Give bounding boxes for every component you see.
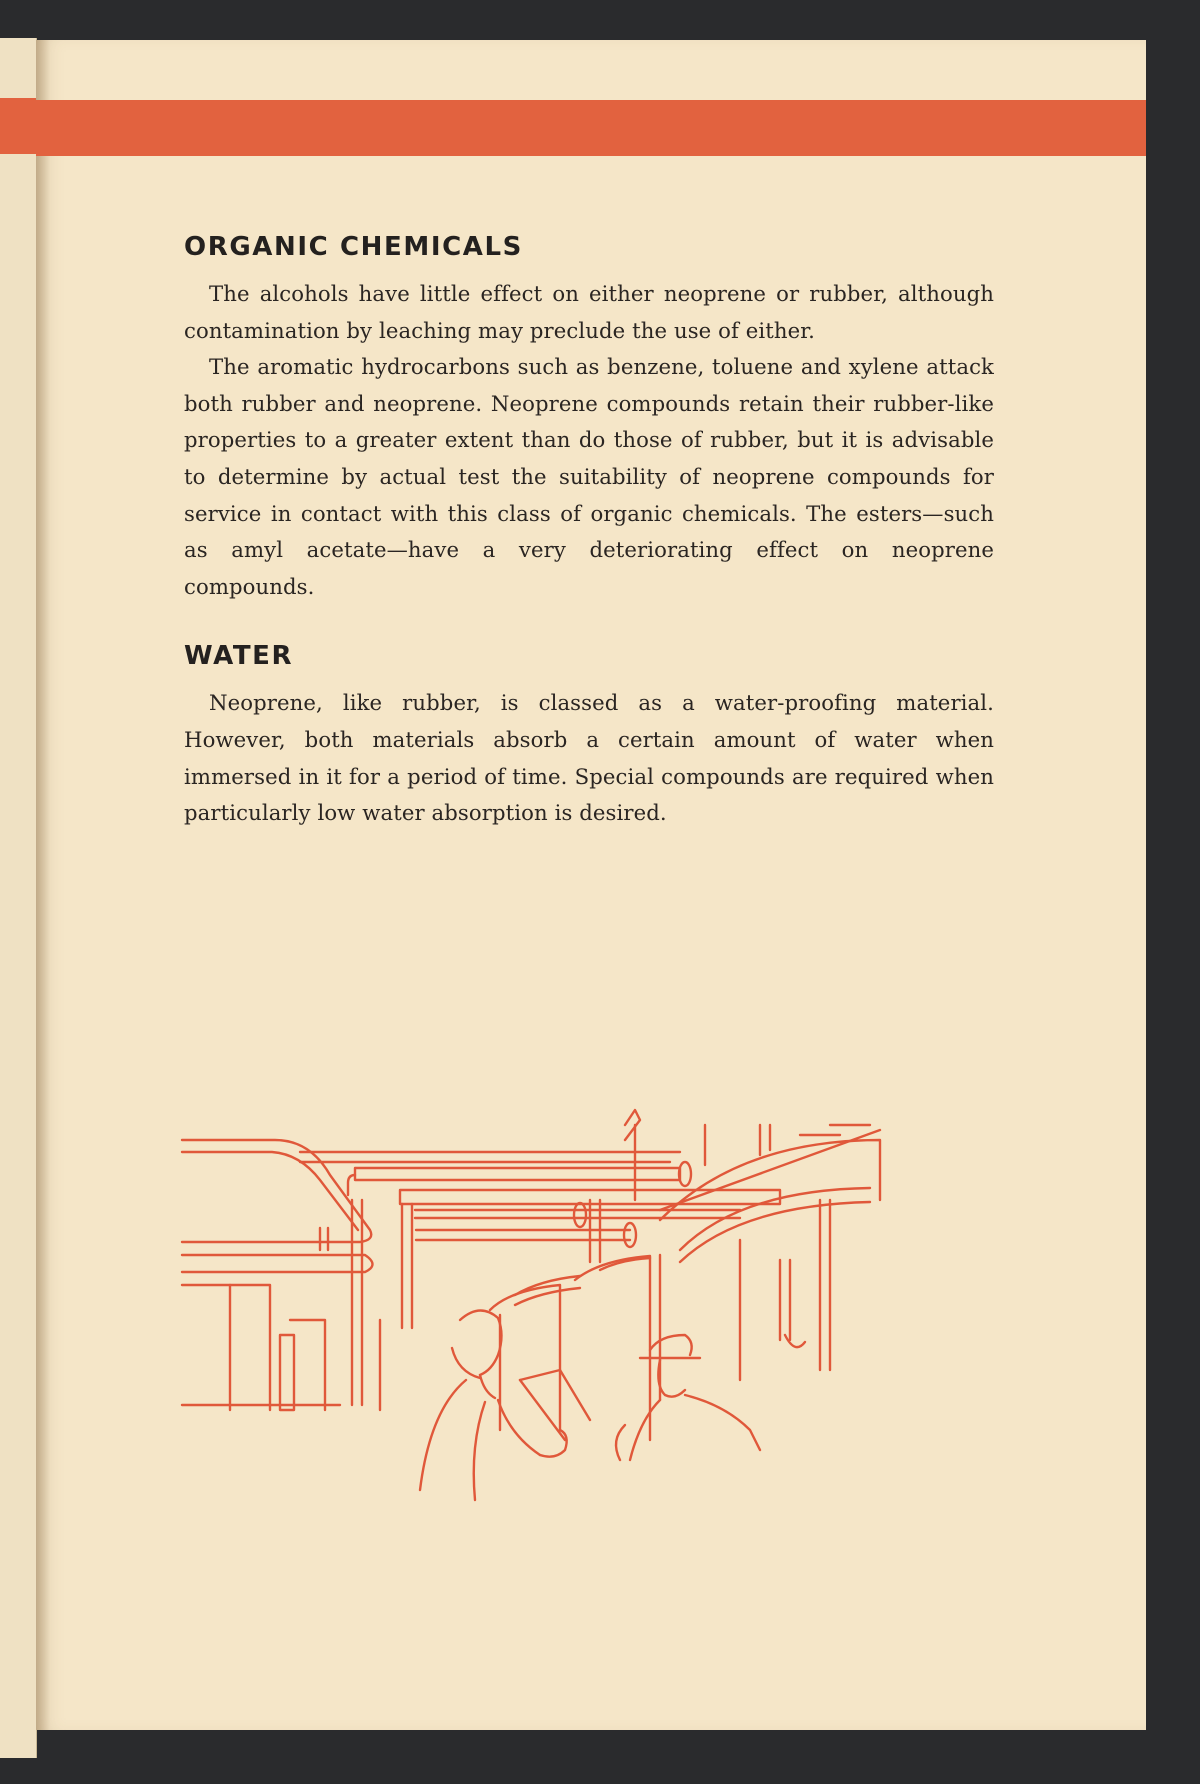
left-page-edge (0, 38, 37, 1758)
factory-workers-illustration (180, 1080, 990, 1520)
page-content (184, 232, 994, 832)
section-heading: ORGANIC CHEMICALS (184, 232, 523, 262)
paragraph: Neoprene, like rubber, is classed as a water-proofing material. However, both materials absorb a certain amount of water when immersed in it for a period of time. Special compounds are required when particularly low water absorption is desired. (184, 690, 994, 826)
spine-shadow (36, 40, 50, 1730)
section-organic-chemicals (184, 232, 994, 605)
section-water (184, 641, 994, 831)
paragraph: The aromatic hydrocarbons such as benzene, toluene and xylene attack both rubber and neoprene. Neoprene compounds retain their rubber-like properties to a greater extent than do those of rubber, but it is advisable to determine by actual test the suitability of neoprene compounds for service in contact with this class of organic chemicals. The esters—such as amyl acetate—have a very deteriorating effect on neoprene compounds. (184, 354, 994, 599)
section-heading: WATER (184, 641, 294, 672)
paragraph: The alcohols have little effect on either neoprene or rubber, although contamination by leaching may preclude the use of either. (184, 281, 994, 343)
left-page-accent-band (0, 98, 36, 154)
accent-band (36, 100, 1146, 156)
